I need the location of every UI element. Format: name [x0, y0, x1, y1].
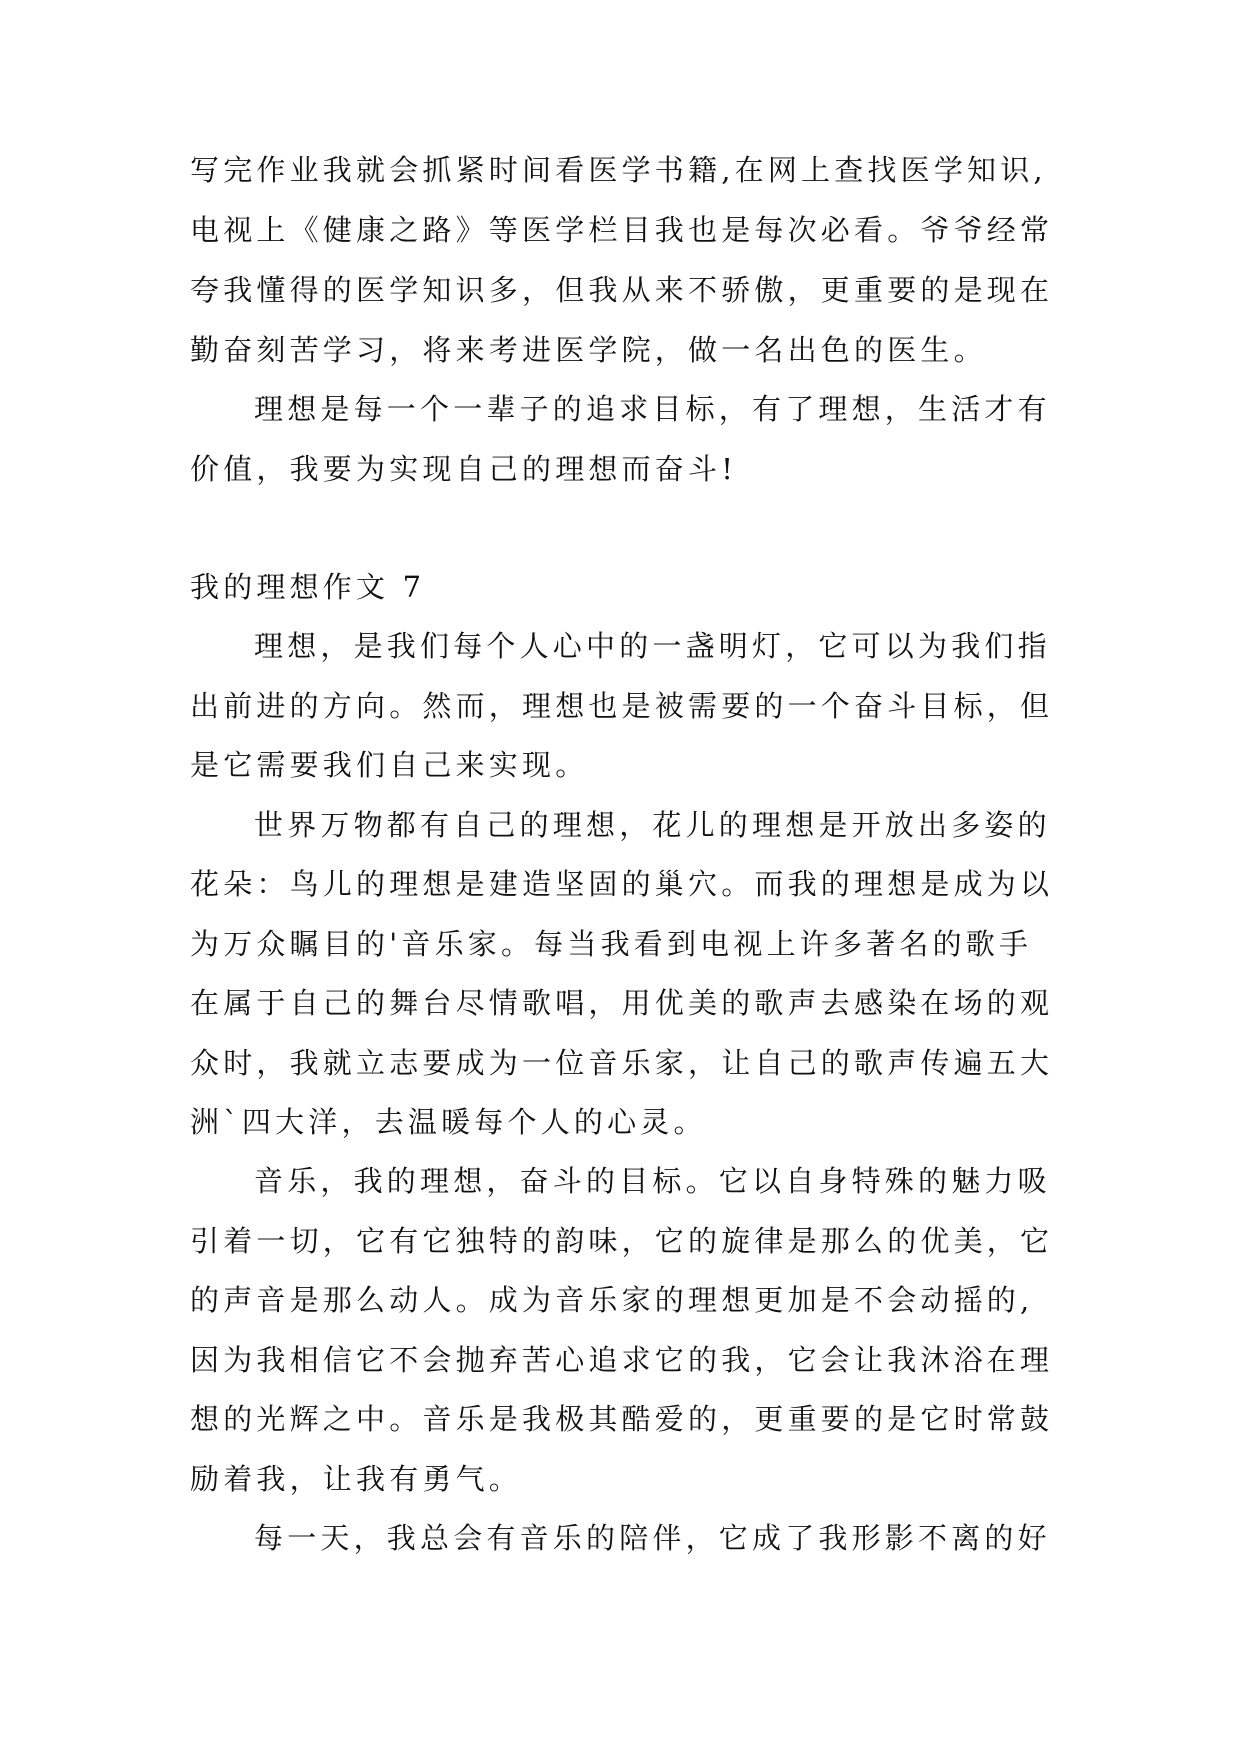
- paragraph-line: 的声音是那么动人。成为音乐家的理想更加是不会动摇的,: [190, 1283, 1034, 1317]
- paragraph-line: 理想是每一个一辈子的追求目标，有了理想，生活才有: [254, 392, 1051, 426]
- paragraph-line: 音乐，我的理想，奋斗的目标。它以自身特殊的魅力吸: [254, 1164, 1051, 1198]
- paragraph-line: 为万众瞩目的'音乐家。每当我看到电视上许多著名的歌手: [190, 927, 1033, 961]
- paragraph-line: 价值，我要为实现自己的理想而奋斗!: [190, 452, 738, 486]
- paragraph-line: 众时，我就立志要成为一位音乐家，让自己的歌声传遍五大: [190, 1046, 1054, 1080]
- paragraph-line: 在属于自己的舞台尽情歌唱，用优美的歌声去感染在场的观: [190, 986, 1054, 1020]
- paragraph-line: 夸我懂得的医学知识多，但我从来不骄傲，更重要的是现在: [190, 273, 1054, 307]
- paragraph-line: 洲`四大洋，去温暖每个人的心灵。: [190, 1105, 707, 1139]
- paragraph-line: 是它需要我们自己来实现。: [190, 748, 589, 782]
- paragraph-line: 引着一切，它有它独特的韵味，它的旋律是那么的优美，它: [190, 1224, 1054, 1258]
- paragraph-line: 世界万物都有自己的理想，花儿的理想是开放出多姿的: [254, 808, 1051, 842]
- paragraph-line: 想的光辉之中。音乐是我极其酷爱的，更重要的是它时常鼓: [190, 1402, 1054, 1436]
- paragraph-line: 电视上《健康之路》等医学栏目我也是每次必看。爷爷经常: [190, 213, 1054, 247]
- paragraph-line: 勤奋刻苦学习，将来考进医学院，做一名出色的医生。: [190, 333, 987, 367]
- essay-title: 我的理想作文 7: [190, 570, 426, 604]
- paragraph-line: 出前进的方向。然而，理想也是被需要的一个奋斗目标，但: [190, 689, 1054, 723]
- paragraph-line: 花朵：鸟儿的理想是建造坚固的巢穴。而我的理想是成为以: [190, 867, 1054, 901]
- paragraph-line: 理想，是我们每个人心中的一盏明灯，它可以为我们指: [254, 629, 1051, 663]
- paragraph-line: 每一天，我总会有音乐的陪伴，它成了我形影不离的好: [254, 1521, 1051, 1555]
- paragraph-line: 因为我相信它不会抛弃苦心追求它的我，它会让我沐浴在理: [190, 1343, 1054, 1377]
- paragraph-line: 写完作业我就会抓紧时间看医学书籍,在网上查找医学知识,: [190, 153, 1047, 187]
- paragraph-line: 励着我，让我有勇气。: [190, 1462, 523, 1496]
